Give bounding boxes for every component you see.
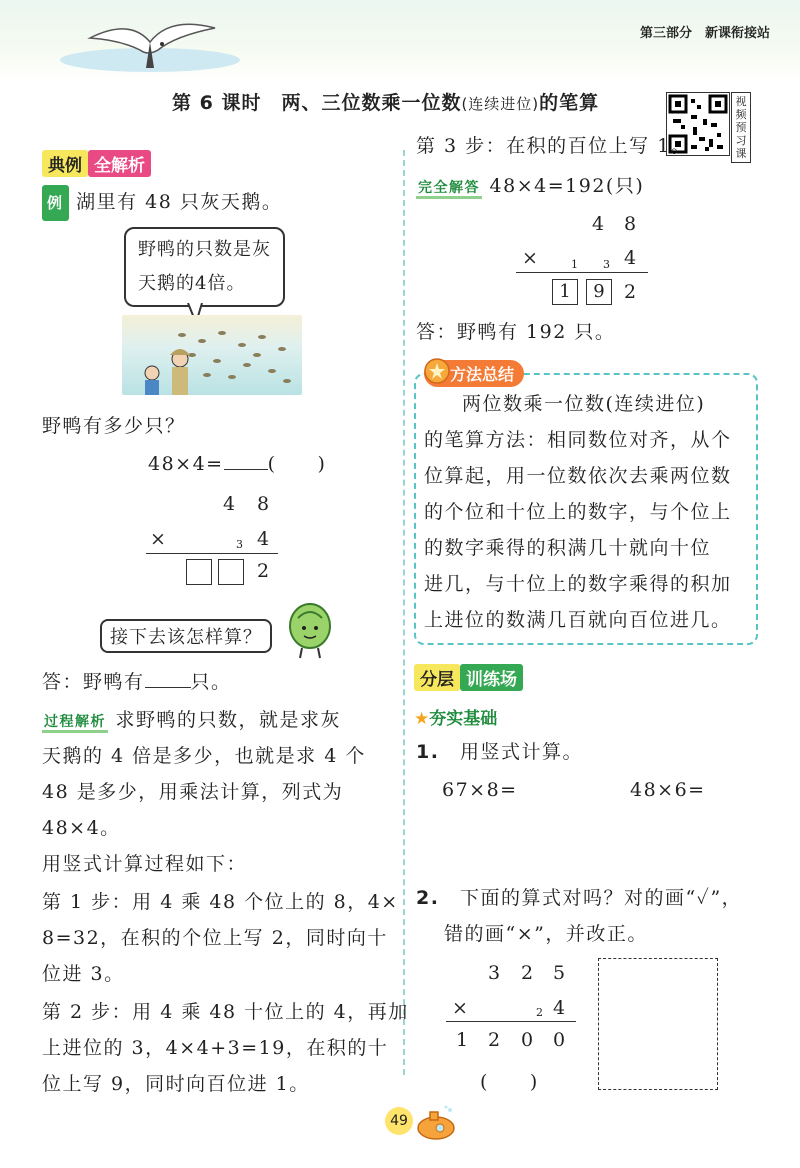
example-heading: 典例 全解析 xyxy=(42,150,151,177)
calc-carry: 1 xyxy=(571,258,578,271)
q1-expr-a: 67×8= xyxy=(442,779,518,801)
method-line: 位算起，用一位数依次去乘两位数 xyxy=(424,465,732,487)
analysis-tag: 过程解析 xyxy=(42,714,108,733)
calc-digit: 4 xyxy=(624,247,638,269)
answer-blank[interactable] xyxy=(145,665,191,688)
example-tag: 例 xyxy=(42,185,69,221)
star-badge-icon xyxy=(424,358,450,384)
calc-digit: 1 xyxy=(456,1029,470,1051)
question-text: 野鸭有多少只？ xyxy=(42,415,186,437)
part-label: 第三部分 新课衔接站 xyxy=(639,26,770,41)
q1-expr-b: 48×6= xyxy=(630,779,706,801)
answer-box[interactable] xyxy=(218,559,244,585)
calc-times: × xyxy=(522,247,540,269)
question-1: 1. 用竖式计算。 xyxy=(416,741,583,763)
submarine-icon xyxy=(412,1104,456,1144)
answer-line: 答：野鸭有 192 只。 xyxy=(416,321,616,343)
analysis-line: 用竖式计算过程如下： xyxy=(42,853,248,875)
column-divider xyxy=(403,150,405,1075)
solution-tag: 完全解答 xyxy=(416,180,482,199)
analysis-line: 48×4。 xyxy=(42,817,121,839)
calc-times: × xyxy=(452,997,470,1019)
qr-label: 视频预习课 xyxy=(731,92,751,163)
page-title: 第 6 课时 两、三位数乘一位数(连续进位)的笔算 xyxy=(172,92,600,114)
correction-box[interactable] xyxy=(598,958,718,1090)
hint-bubble: 接下去该怎样算？ xyxy=(100,619,272,653)
calc-digit: 2 xyxy=(257,560,271,582)
basic-label: ★夯实基础 xyxy=(414,709,498,729)
analysis-line: 位进 3。 xyxy=(42,963,125,985)
calc-digit: 5 xyxy=(553,962,567,984)
calc-digit: 4 xyxy=(553,997,567,1019)
calc-digit: 0 xyxy=(553,1029,567,1051)
method-tag: 方法总结 xyxy=(424,360,524,387)
cabbage-mascot-icon xyxy=(286,600,334,660)
method-line: 进几，与十位上的数字乘得的积加 xyxy=(424,573,732,595)
page-number: 49 xyxy=(385,1107,413,1135)
analysis-line: 8=32，在积的个位上写 2，同时向十 xyxy=(42,927,388,949)
calc-carry: 3 xyxy=(603,258,610,271)
calc-digit: 4 xyxy=(257,528,271,550)
calc-digit: 8 xyxy=(624,213,638,235)
analysis-line: 天鹅的 4 倍是多少，也就是求 4 个 xyxy=(42,745,366,767)
example-line: 例 湖里有 48 只灰天鹅。 xyxy=(42,184,282,221)
calc-digit: 3 xyxy=(488,962,502,984)
question-2: 2. 下面的算式对吗？对的画“✓”， xyxy=(416,887,743,909)
method-line: 的个位和十位上的数字，与个位上 xyxy=(424,501,732,523)
equation-line: 48×4= ( ) xyxy=(148,446,326,482)
answer-line: 答：野鸭有 只。 xyxy=(42,664,232,700)
lake-illustration xyxy=(122,315,302,395)
calc-digit: 8 xyxy=(257,493,271,515)
analysis-line: 过程解析 求野鸭的只数，就是求灰 xyxy=(44,709,342,731)
analysis-line: 第 1 步：用 4 乘 48 个位上的 8，4× xyxy=(42,891,399,913)
judge-paren[interactable]: ( ) xyxy=(480,1071,539,1093)
calc-carry: 2 xyxy=(536,1006,543,1019)
calc-digit: 0 xyxy=(521,1029,535,1051)
seagull-icon xyxy=(50,8,250,78)
calc-carry: 3 xyxy=(236,538,243,551)
calc-line xyxy=(516,272,648,273)
calc-digit: 2 xyxy=(488,1029,502,1051)
speech-bubble: 野鸭的只数是灰 天鹅的4倍。 xyxy=(124,227,285,307)
practice-heading: 分层 训练场 xyxy=(414,664,523,691)
method-line: 的数字乘得的积满几十就向十位 xyxy=(424,537,712,559)
question-2-line2: 错的画“×”，并改正。 xyxy=(444,923,648,945)
answer-box: 9 xyxy=(586,279,612,305)
step3-line: 第 3 步：在积的百位上写 1。 xyxy=(416,135,692,157)
calc-digit: 2 xyxy=(521,962,535,984)
analysis-line: 位上写 9，同时向百位进 1。 xyxy=(42,1073,310,1095)
calc-times: × xyxy=(150,528,168,550)
calc-digit: 4 xyxy=(223,493,237,515)
calc-digit: 2 xyxy=(624,281,638,303)
method-line: 的笔算方法：相同数位对齐，从个 xyxy=(424,429,732,451)
analysis-line: 第 2 步：用 4 乘 48 十位上的 4，再加 xyxy=(42,1001,409,1023)
analysis-line: 48 是多少，用乘法计算，列式为 xyxy=(42,781,344,803)
analysis-line: 上进位的 3，4×4+3=19，在积的十 xyxy=(42,1037,389,1059)
method-line: 两位数乘一位数(连续进位) xyxy=(462,393,706,415)
answer-box[interactable] xyxy=(186,559,212,585)
equation-blank[interactable] xyxy=(224,447,268,470)
star-icon: ★ xyxy=(414,709,430,729)
method-line: 上进位的数满几百就向百位进几。 xyxy=(424,609,732,631)
ducks-icon xyxy=(122,315,302,395)
solution-line: 完全解答 48×4=192(只) xyxy=(418,175,645,197)
calc-digit: 4 xyxy=(592,213,606,235)
answer-box: 1 xyxy=(552,279,578,305)
